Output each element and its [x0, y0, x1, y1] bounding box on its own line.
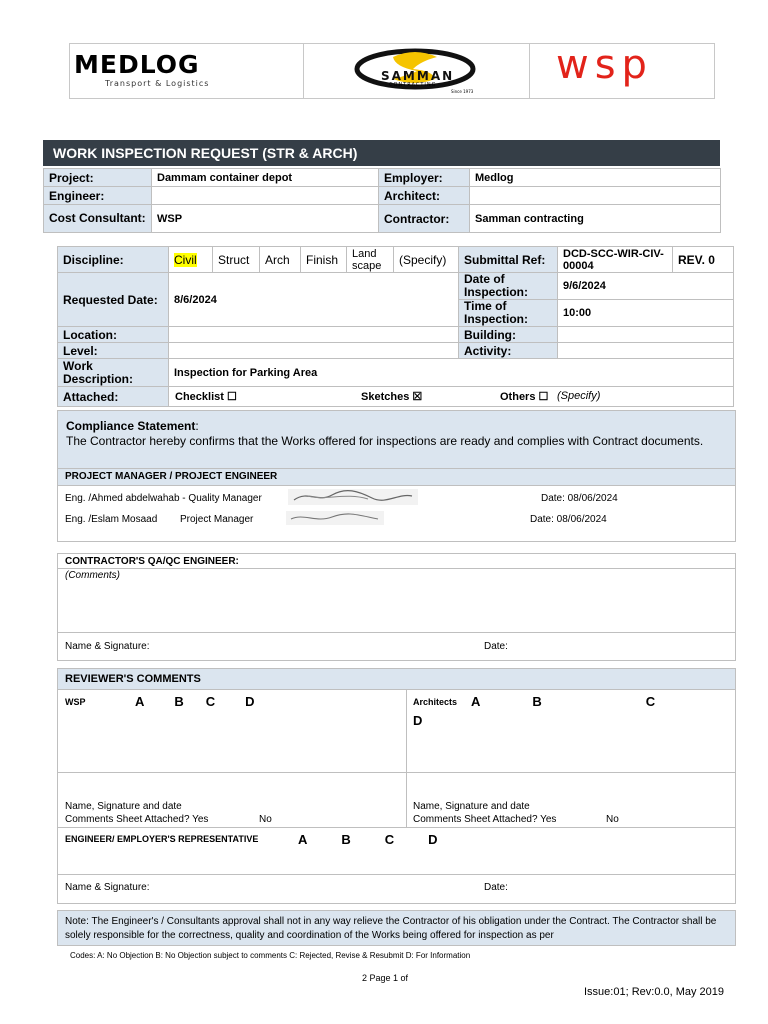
pm-line1-date: Date: 08/06/2024 — [541, 493, 618, 504]
wsp-grade-b[interactable]: B — [174, 694, 184, 709]
cost-consultant-value: WSP — [152, 205, 379, 233]
engineer-value — [152, 187, 379, 205]
reviewer-column-divider — [406, 689, 407, 827]
samman-sub: CONTRACTING — [389, 82, 437, 88]
building-value — [558, 327, 734, 343]
employer-rep-heading: ENGINEER/ EMPLOYER'S REPRESENTATIVE — [65, 834, 259, 844]
cost-consultant-label: Cost Consultant: — [44, 205, 152, 233]
attached-options — [169, 387, 734, 407]
revision: REV. 0 — [673, 247, 734, 273]
employer-value: Medlog — [470, 169, 721, 187]
project-label: Project: — [44, 169, 152, 187]
activity-label: Activity: — [459, 343, 558, 359]
submittal-ref-value: DCD-SCC-WIR-CIV-00004 — [558, 247, 673, 273]
civil-highlight: Civil — [174, 252, 197, 267]
employer-rep-grade-c[interactable]: C — [384, 832, 395, 847]
wsp-logo: wsp — [556, 42, 653, 88]
level-value — [169, 343, 459, 359]
compliance-heading: Compliance Statement — [66, 419, 196, 433]
qaqc-date: Date: — [484, 641, 508, 652]
architects-grade-d[interactable]: D — [413, 713, 423, 728]
attached-label: Attached: — [58, 387, 169, 407]
wsp-grade-options — [135, 693, 255, 711]
samman-wordmark: SAMMAN — [381, 69, 455, 83]
note-text: Note: The Engineer's / Consultants approval shall not in any way relieve the Contractor of his obligation under the Contract. The Contractor shall be solely responsible for the correctness, quality and coordination of the Works being offered for inspection as per — [65, 916, 717, 941]
logo-strip — [69, 43, 715, 99]
level-label: Level: — [58, 343, 169, 359]
architects-comments-attached: Comments Sheet Attached? Yes — [413, 814, 557, 825]
wsp-grade-a[interactable]: A — [135, 694, 145, 709]
reviewer-bottom-divider — [58, 827, 735, 828]
project-table — [43, 168, 721, 233]
discipline-finish[interactable]: Finish — [301, 247, 347, 273]
compliance-text: The Contractor hereby confirms that the Works offered for inspections are ready and complies with Contract documents. — [66, 434, 704, 448]
codes-legend: Codes: A: No Objection B: No Objection subject to comments C: Rejected, Revise & Resubmit D: For Information — [70, 951, 471, 960]
architects-comments-no[interactable]: No — [606, 814, 619, 825]
architects-label: Architects — [413, 697, 458, 707]
discipline-label: Discipline: — [58, 247, 169, 273]
architects-signature-line: Name, Signature and date — [413, 801, 530, 812]
project-value: Dammam container depot — [152, 169, 379, 187]
medlog-tagline: Transport & Logistics — [105, 79, 210, 88]
employer-rep-grade-d[interactable]: D — [428, 832, 438, 847]
architect-value — [470, 187, 721, 205]
qaqc-divider — [58, 632, 735, 633]
employer-rep-name-signature: Name & Signature: — [65, 882, 150, 893]
contractor-value: Samman contracting — [470, 205, 721, 233]
reviewer-section — [57, 668, 736, 904]
others-specify: (Specify) — [557, 390, 601, 402]
details-table — [57, 246, 734, 407]
employer-rep-grade-options — [298, 831, 438, 849]
issue-revision: Issue:01; Rev:0.0, May 2019 — [584, 986, 725, 998]
qaqc-heading: CONTRACTOR'S QA/QC ENGINEER: — [65, 556, 239, 567]
compliance-colon: : — [195, 419, 199, 433]
inspection-time-label: Time of Inspection: — [459, 300, 558, 327]
compliance-heading-wrap — [66, 419, 199, 433]
activity-value — [558, 343, 734, 359]
work-description-label: Work Description: — [58, 359, 169, 387]
wsp-comments-attached: Comments Sheet Attached? Yes — [65, 814, 209, 825]
architects-grade-options — [471, 693, 655, 711]
medlog-wordmark: MEDLOG — [74, 50, 200, 79]
architects-grade-c[interactable]: C — [645, 694, 656, 709]
requested-date-label: Requested Date: — [58, 273, 169, 327]
discipline-arch[interactable]: Arch — [260, 247, 301, 273]
employer-rep-grade-b[interactable]: B — [341, 832, 351, 847]
pm-line2-date: Date: 08/06/2024 — [530, 514, 607, 525]
pm-heading: PROJECT MANAGER / PROJECT ENGINEER — [65, 471, 278, 482]
wsp-comments-no[interactable]: No — [259, 814, 272, 825]
building-label: Building: — [459, 327, 558, 343]
qaqc-section — [57, 553, 736, 661]
discipline-specify[interactable]: (Specify) — [394, 247, 459, 273]
page-number: 2 Page 1 of — [362, 973, 409, 983]
medlog-logo — [70, 44, 304, 98]
architects-grade-d-wrap — [413, 712, 422, 730]
engineer-label: Engineer: — [44, 187, 152, 205]
pm-section — [57, 468, 736, 542]
reviewer-heading: REVIEWER'S COMMENTS — [65, 673, 201, 685]
work-description-value: Inspection for Parking Area — [169, 359, 734, 387]
others-checkbox[interactable]: Others ☐ — [500, 391, 549, 403]
submittal-ref-label: Submittal Ref: — [459, 247, 558, 273]
signature-1-icon — [288, 487, 418, 507]
architect-label: Architect: — [379, 187, 470, 205]
pm-line1-name: Eng. /Ahmed abdelwahab - Quality Manager — [65, 493, 262, 504]
checklist-checkbox[interactable]: Checklist ☐ — [175, 391, 237, 403]
compliance-section — [57, 410, 736, 470]
reviewer-row-divider — [58, 772, 735, 773]
wsp-grade-d[interactable]: D — [245, 694, 255, 709]
requested-date-value: 8/6/2024 — [169, 273, 459, 327]
contractor-label: Contractor: — [379, 205, 470, 233]
sketches-checkbox[interactable]: Sketches ☒ — [361, 391, 423, 403]
pm-line2-name: Eng. /Eslam Mosaad — [65, 514, 158, 525]
employer-rep-divider — [58, 874, 735, 875]
signature-2-icon — [286, 509, 384, 527]
discipline-civil[interactable] — [169, 247, 213, 273]
qaqc-comments: (Comments) — [65, 570, 121, 581]
employer-rep-grade-a[interactable]: A — [298, 832, 308, 847]
architects-grade-a[interactable]: A — [471, 694, 481, 709]
wsp-label: WSP — [65, 697, 86, 707]
wsp-grade-c[interactable]: C — [205, 694, 216, 709]
employer-label: Employer: — [379, 169, 470, 187]
inspection-time-value: 10:00 — [558, 300, 734, 327]
inspection-date-value: 9/6/2024 — [558, 273, 734, 300]
samman-logo — [303, 44, 530, 98]
location-label: Location: — [58, 327, 169, 343]
inspection-date-label: Date of Inspection: — [459, 273, 558, 300]
qaqc-name-signature: Name & Signature: — [65, 641, 150, 652]
form-title: WORK INSPECTION REQUEST (STR & ARCH) — [43, 140, 720, 166]
discipline-struct[interactable]: Struct — [213, 247, 260, 273]
pm-line2-role: Project Manager — [180, 514, 254, 525]
location-value — [169, 327, 459, 343]
wsp-signature-line: Name, Signature and date — [65, 801, 182, 812]
architects-grade-b[interactable]: B — [532, 694, 542, 709]
discipline-landscape[interactable]: Land scape — [347, 247, 394, 273]
employer-rep-date: Date: — [484, 882, 508, 893]
note-section — [57, 910, 736, 946]
samman-since: Since 1973 — [451, 89, 474, 94]
